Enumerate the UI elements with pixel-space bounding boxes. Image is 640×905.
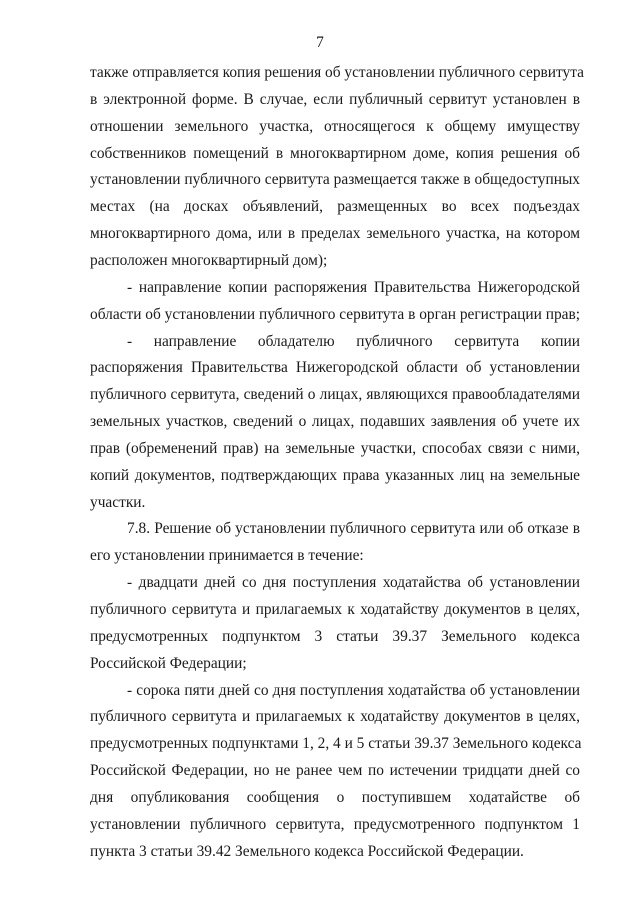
text-line: публичного сервитута и прилагаемых к ходатайству документов в целях,: [90, 601, 580, 618]
text-line: публичного сервитута, сведений о лицах, являющихся правообладателями: [90, 386, 580, 404]
text-line: земельных участков, сведений о лицах, подавших заявления об учете их: [90, 413, 580, 431]
text-line: распоряжения Правительства Нижегородской области об установлении: [90, 359, 580, 377]
text-line: Российской Федерации;: [90, 654, 247, 672]
text-line: Российской Федерации, но не ранее чем по истечении тридцати дней со: [90, 762, 580, 780]
text-line: 7.8. Решение об установлении публичного сервитута или об отказе в: [127, 520, 580, 538]
text-line: - сорока пяти дней со дня поступления ходатайства об установлении: [127, 681, 580, 699]
text-line: местах (на досках объявлений, размещенных во всех подъездах: [90, 198, 580, 216]
text-line: дня опубликования сообщения о поступившем ходатайстве об: [90, 788, 580, 806]
text-line: предусмотренных подпунктами 1, 2, 4 и 5 статьи 39.37 Земельного кодекса: [90, 735, 582, 753]
text-line: - направление обладателю публичного сервитута копии: [127, 332, 580, 350]
text-line: предусмотренных подпунктом 3 статьи 39.37 Земельного кодекса: [90, 627, 580, 645]
text-line: участки.: [90, 493, 146, 511]
page-number: 7: [316, 34, 324, 51]
text-line: многоквартирного дома, или в пределах земельного участка, на котором: [90, 225, 580, 243]
text-line: расположен многоквартирный дом);: [90, 251, 328, 269]
text-line: также отправляется копия решения об установлении публичного сервитута: [90, 64, 584, 81]
text-line: - двадцати дней со дня поступления ходатайства об установлении: [127, 574, 580, 592]
text-line: прав (обременений прав) на земельные участки, способах связи с ними,: [90, 439, 580, 457]
text-line: отношении земельного участка, относящегося к общему имуществу: [90, 117, 580, 135]
text-line: установлении публичного сервитута размещается также в общедоступных: [90, 171, 580, 189]
text-line: - направление копии распоряжения Правительства Нижегородской: [127, 278, 580, 296]
text-line: публичного сервитута и прилагаемых к ходатайству документов в целях,: [90, 708, 580, 726]
text-line: в электронной форме. В случае, если публичный сервитут установлен в: [90, 90, 580, 108]
text-line: собственников помещений в многоквартирном доме, копия решения об: [90, 144, 580, 162]
text-line: установлении публичного сервитута, предусмотренного подпунктом 1: [90, 815, 580, 833]
text-line: области об установлении публичного сервитута в орган регистрации прав;: [90, 305, 581, 323]
text-line: копий документов, подтверждающих права указанных лиц на земельные: [90, 466, 580, 484]
text-line: пункта 3 статьи 39.42 Земельного кодекса Российской Федерации.: [90, 842, 524, 860]
text-line: его установлении принимается в течение:: [90, 547, 364, 565]
